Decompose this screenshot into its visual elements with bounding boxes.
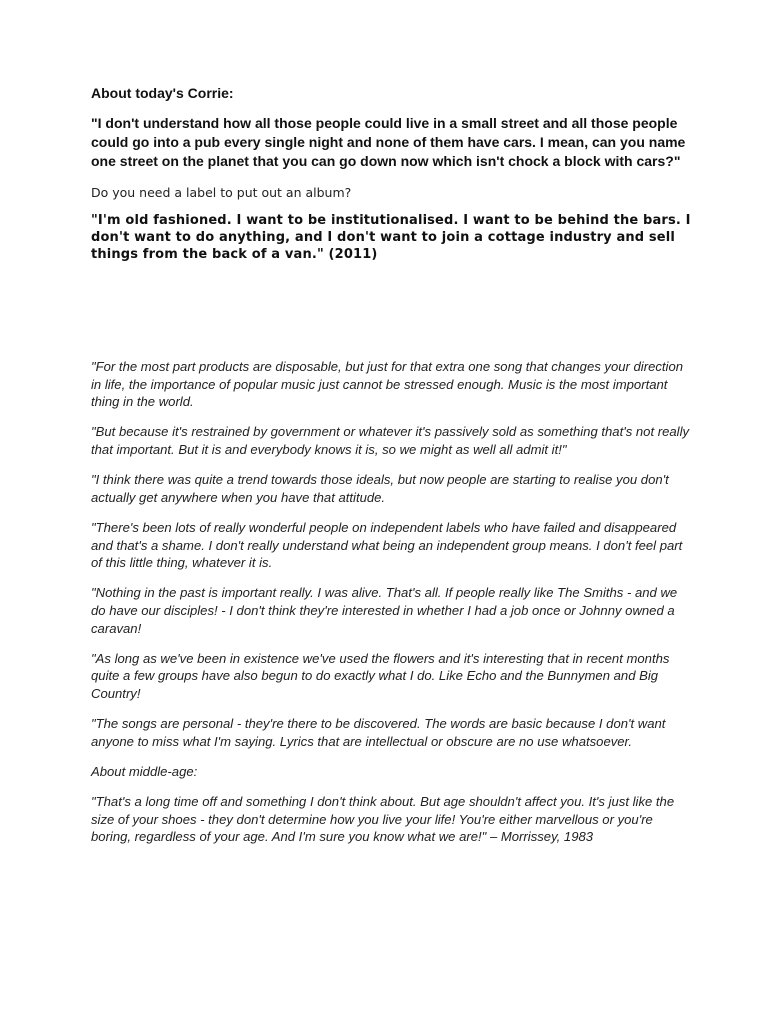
quote-paragraph: "But because it's restrained by government or whatever it's passively sold as something that's not really that important. But it is and everybody knows it is, so we might as well all admit it!"	[91, 424, 690, 457]
corrie-heading: About today's Corrie:	[91, 85, 234, 101]
quote-paragraph: "For the most part products are disposable, but just for that extra one song that changes your direction in life, the importance of popular music just cannot be stressed enough. Music is the most important thing in the world.	[91, 359, 684, 410]
quote-paragraph: "I think there was quite a trend towards those ideals, but now people are starting to realise you don't actually get anywhere when you have that attitude.	[91, 472, 669, 505]
quote-paragraph: "Nothing in the past is important really. I was alive. That's all. If people really like The Smiths - and we do have our disciples! - I don't think they're interested in whether I had a job once or Johnny owned a caravan!	[91, 585, 678, 636]
label-question: Do you need a label to put out an album?	[91, 185, 352, 200]
quote-paragraph: "The songs are personal - they're there to be discovered. The words are basic because I don't want anyone to miss what I'm saying. Lyrics that are intellectual or obscure are no use whatsoever.	[91, 716, 666, 749]
quote-paragraph: "That's a long time off and something I don't think about. But age shouldn't affect you. It's just like the size of your shoes - they don't determine how you live your life! You're either marvellous or you're boring, regardless of your age. And I'm sure you know what we are!" – Morrissey, 1983	[91, 794, 675, 845]
blank-gap	[91, 263, 691, 358]
quote-paragraph: "As long as we've been in existence we've used the flowers and it's interesting that in recent months quite a few groups have also begun to do exactly what I do. Like Echo and the Bunnymen and Big Country!	[91, 650, 670, 701]
middle-age-heading: About middle-age:	[91, 763, 198, 779]
quote-paragraph: "There's been lots of really wonderful people on independent labels who have failed and disappeared and that's a shame. I don't really understand what being an independent group means. I don't feel part of this little thing, whatever it is.	[91, 519, 683, 571]
label-answer: "I'm old fashioned. I want to be institutionalised. I want to be behind the bars. I don't want to do anything, and I don't want to join a cottage industry and sell things from the back of a van." (2011)	[91, 213, 691, 262]
corrie-quote: "I don't understand how all those people could live in a small street and all those people could go into a pub every single night and none of them have cars. I mean, can you name one street on the planet that you can go down now which isn't chock a block with cars?"	[91, 115, 686, 169]
document-body	[91, 84, 691, 858]
